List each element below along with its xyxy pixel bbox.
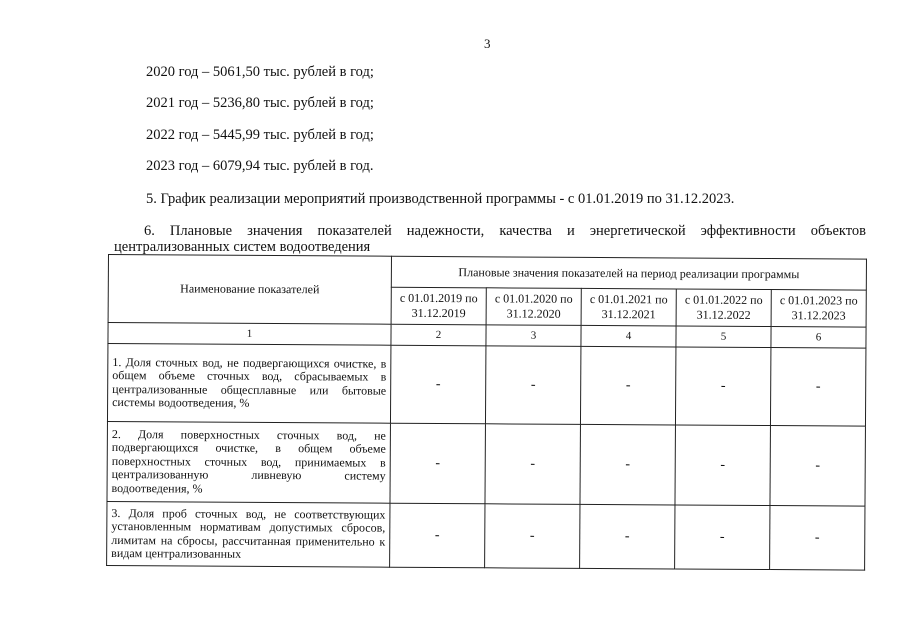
indicator-value: - xyxy=(485,346,580,425)
indicator-value: - xyxy=(770,348,865,427)
header-period-2020: с 01.01.2020 по 31.12.2020 xyxy=(486,288,581,326)
table-header-row xyxy=(108,255,866,291)
section-5-schedule: 5. График реализации мероприятий производственной программы - с 01.01.2019 по 31.12.2023. xyxy=(146,191,735,207)
column-number: 5 xyxy=(676,326,771,348)
indicator-value: - xyxy=(580,504,675,569)
table-row xyxy=(107,421,865,506)
column-number: 4 xyxy=(581,325,676,347)
table-row xyxy=(107,344,865,427)
indicator-value: - xyxy=(675,425,770,506)
funding-line-2022: 2022 год – 5445,99 тыс. рублей в год; xyxy=(146,127,374,143)
header-planned-values: Плановые значения показателей на период реализации программы xyxy=(391,256,866,290)
indicator-value: - xyxy=(485,504,580,569)
table-row xyxy=(107,501,865,570)
column-number: 2 xyxy=(391,324,486,346)
header-period-2023: с 01.01.2023 по 31.12.2023 xyxy=(771,290,866,328)
indicator-value: - xyxy=(390,423,485,504)
section-6-heading: 6. Плановые значения показателей надежности, качества и энергетической эффективности объектов централизованных систем водоотведения xyxy=(114,223,866,255)
header-period-2021: с 01.01.2021 по 31.12.2021 xyxy=(581,288,676,326)
column-number: 3 xyxy=(486,325,581,347)
funding-line-2023: 2023 год – 6079,94 тыс. рублей в год. xyxy=(146,158,374,174)
funding-line-2021: 2021 год – 5236,80 тыс. рублей в год; xyxy=(146,95,374,111)
indicator-name: 1. Доля сточных вод, не подвергающихся очистке, в общем объеме сточных вод, сбрасываемых в централизованные общесплавные или бытовые системы водоотведения, % xyxy=(107,344,390,424)
indicator-value: - xyxy=(580,424,675,505)
header-period-2019: с 01.01.2019 по 31.12.2019 xyxy=(391,287,486,325)
header-indicator-name: Наименование показателей xyxy=(108,255,391,325)
funding-line-2020: 2020 год – 5061,50 тыс. рублей в год; xyxy=(146,64,374,80)
indicator-value: - xyxy=(770,426,865,507)
indicator-value: - xyxy=(390,345,485,424)
indicator-name: 2. Доля поверхностных сточных вод, не подвергающихся очистке, в общем объеме поверхностных сточных вод, принимаемых в централизованную ливневую систему водоотведения, % xyxy=(107,421,390,503)
indicator-value: - xyxy=(580,346,675,425)
header-period-2022: с 01.01.2022 по 31.12.2022 xyxy=(676,289,771,327)
page-number: 3 xyxy=(484,36,491,51)
indicator-value: - xyxy=(770,506,865,571)
indicator-value: - xyxy=(485,424,580,505)
column-number: 1 xyxy=(108,323,391,346)
indicators-table xyxy=(106,254,867,571)
indicator-value: - xyxy=(675,347,770,426)
indicator-value: - xyxy=(390,503,485,568)
column-number: 6 xyxy=(771,327,866,349)
indicator-name: 3. Доля проб сточных вод, не соответствующих установленным нормативам допустимых сбросов, лимитам на сбросы, рассчитанная применительно к видам централизованных xyxy=(107,501,390,567)
indicator-value: - xyxy=(675,505,770,570)
